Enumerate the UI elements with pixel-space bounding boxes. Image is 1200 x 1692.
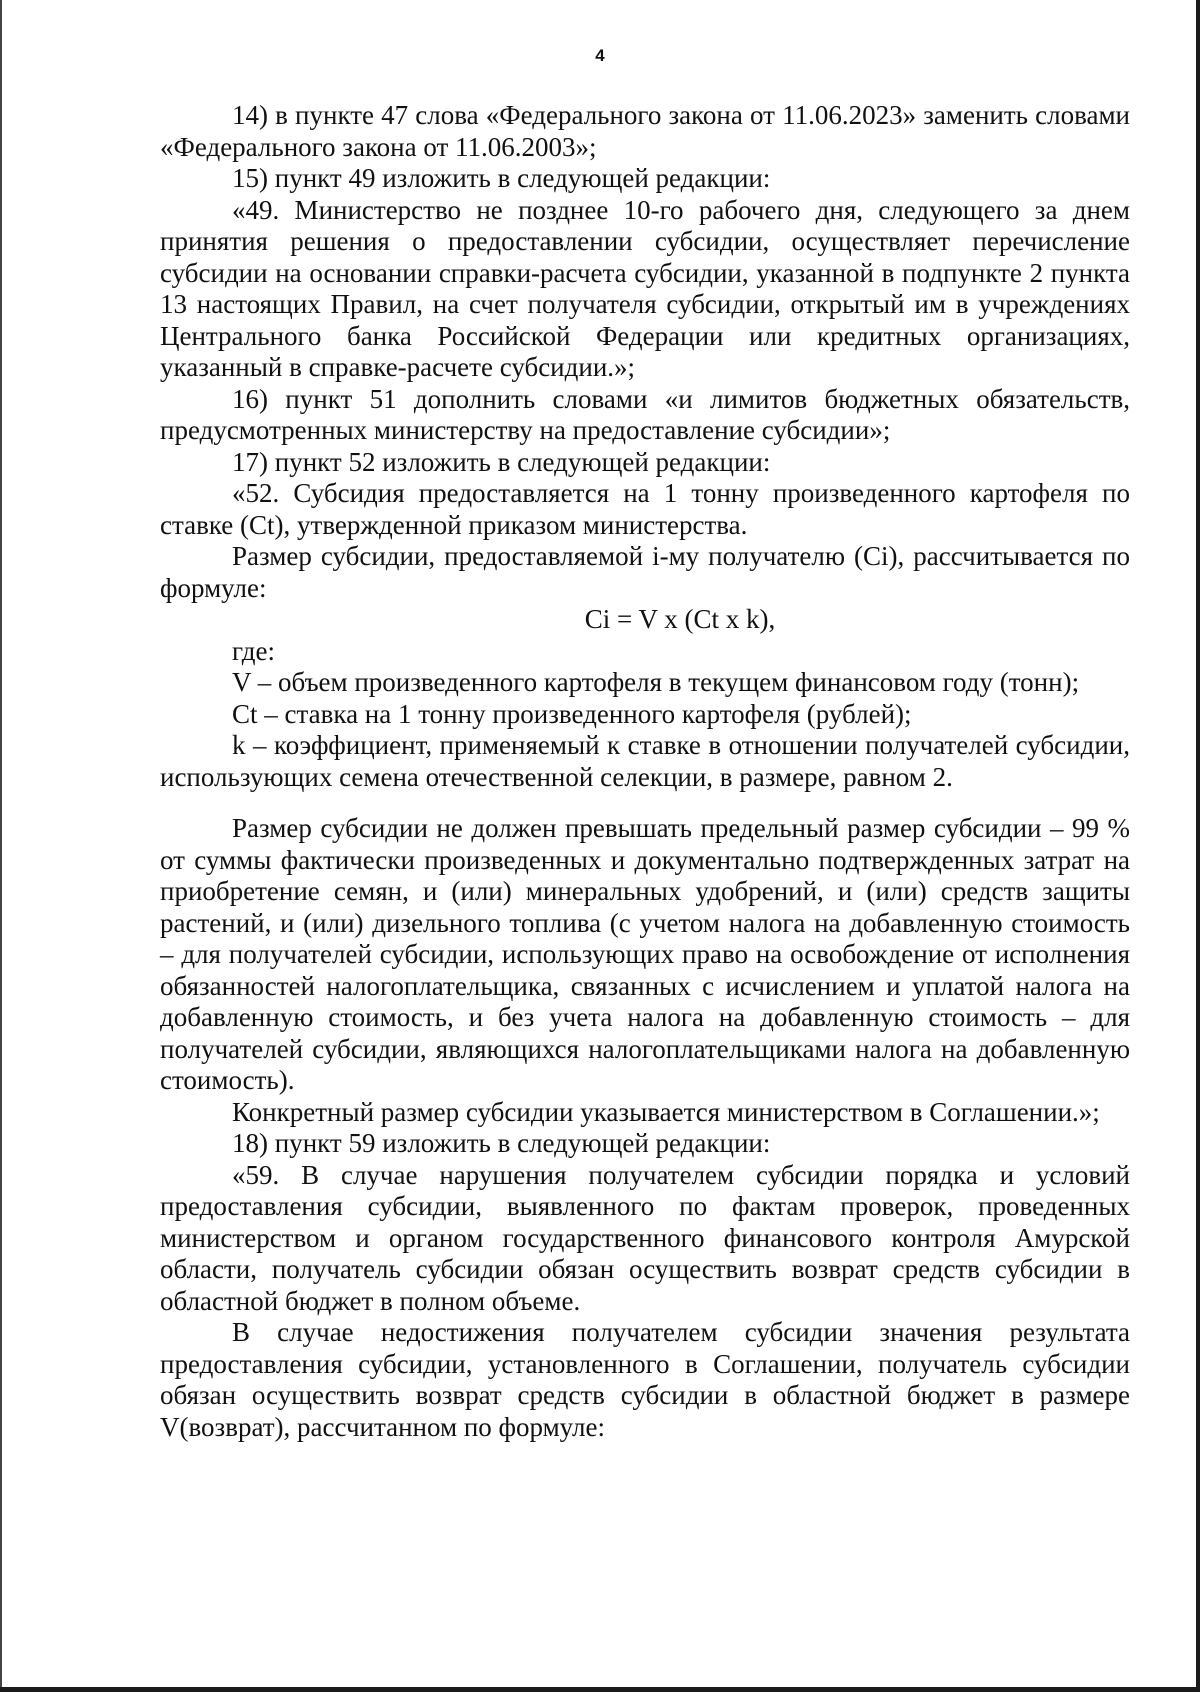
paragraph-subsidy-limit: Размер субсидии не должен превышать предельный размер субсидии – 99 % от суммы фактически произведенных и документально подтвержденных затрат на приобретение семян, и (или) минеральных удобрений, и (или) средств защиты растений, и (или) дизельного топлива (с учетом налога на добавленную стоимость – для получателей субсидии, использующих право на освобождение от исполнения обязанностей налогоплательщика, связанных с исчислением и уплатой налога на добавленную стоимость, и без учета налога на добавленную стоимость – для получателей субсидии, являющихся налогоплательщиками налога на добавленную стоимость). [160, 813, 1130, 1095]
paragraph-item-17: 17) пункт 52 изложить в следующей редакции: [232, 446, 771, 477]
paragraph-specific-size: Конкретный размер субсидии указывается министерством в Соглашении.»; [232, 1096, 1100, 1127]
scan-right-edge [1196, 0, 1200, 1692]
paragraph-item-15: 15) пункт 49 изложить в следующей редакции: [232, 163, 771, 193]
paragraph-item-14: 14) в пункте 47 слова «Федерального закона от 11.06.2023» заменить словами «Федерального закона от 11.06.2003»; [160, 100, 1130, 162]
scan-left-edge [0, 0, 2, 1692]
paragraph-item-18: 18) пункт 59 изложить в следующей редакции: [232, 1128, 771, 1158]
page-number: 4 [595, 46, 605, 65]
paragraph-subsidy-size: Размер субсидии, предоставляемой i-му получателю (Ci), рассчитывается по формуле: [160, 541, 1130, 603]
formula-ci: Ci = V x (Ct x k), [584, 604, 776, 634]
where-label: где: [232, 635, 275, 666]
paragraph-item-16: 16) пункт 51 дополнить словами «и лимитов бюджетных обязательств, предусмотренных министерству на предоставление субсидии»; [160, 383, 1130, 445]
definition-k: k – коэффициент, применяемый к ставке в отношении получателей субсидии, использующих семена отечественной селекции, в размере, равном 2. [160, 730, 1130, 792]
definition-ct: Ct – ставка на 1 тонну произведенного картофеля (рублей); [232, 698, 912, 729]
paragraph-return-formula: В случае недостижения получателем субсидии значения результата предоставления субсидии, установленного в Соглашении, получатель субсидии обязан осуществить возврат средств субсидии в областной бюджет в размере V(возврат), рассчитанном по формуле: [160, 1317, 1130, 1442]
paragraph-point-52: «52. Субсидия предоставляется на 1 тонну произведенного картофеля по ставке (Ct), утвержденной приказом министерства. [160, 478, 1130, 540]
definition-v: V – объем произведенного картофеля в текущем финансовом году (тонн); [232, 667, 1080, 697]
document-body [160, 100, 1130, 1443]
paragraph-point-49: «49. Министерство не позднее 10-го рабочего дня, следующего за днем принятия решения о предоставлении субсидии, осуществляет перечисление субсидии на основании справки-расчета субсидии, указанной в подпункте 2 пункта 13 настоящих Правил, на счет получателя субсидии, открытый им в учреждениях Центрального банка Российской Федерации или кредитных организациях, указанный в справке-расчете субсидии.»; [160, 194, 1130, 382]
paragraph-point-59: «59. В случае нарушения получателем субсидии порядка и условий предоставления субсидии, выявленного по фактам проверок, проведенных министерством и органом государственного финансового контроля Амурской области, получатель субсидии обязан осуществить возврат средств субсидии в областной бюджет в полном объеме. [160, 1159, 1130, 1316]
scan-bottom-edge [0, 1687, 1200, 1692]
